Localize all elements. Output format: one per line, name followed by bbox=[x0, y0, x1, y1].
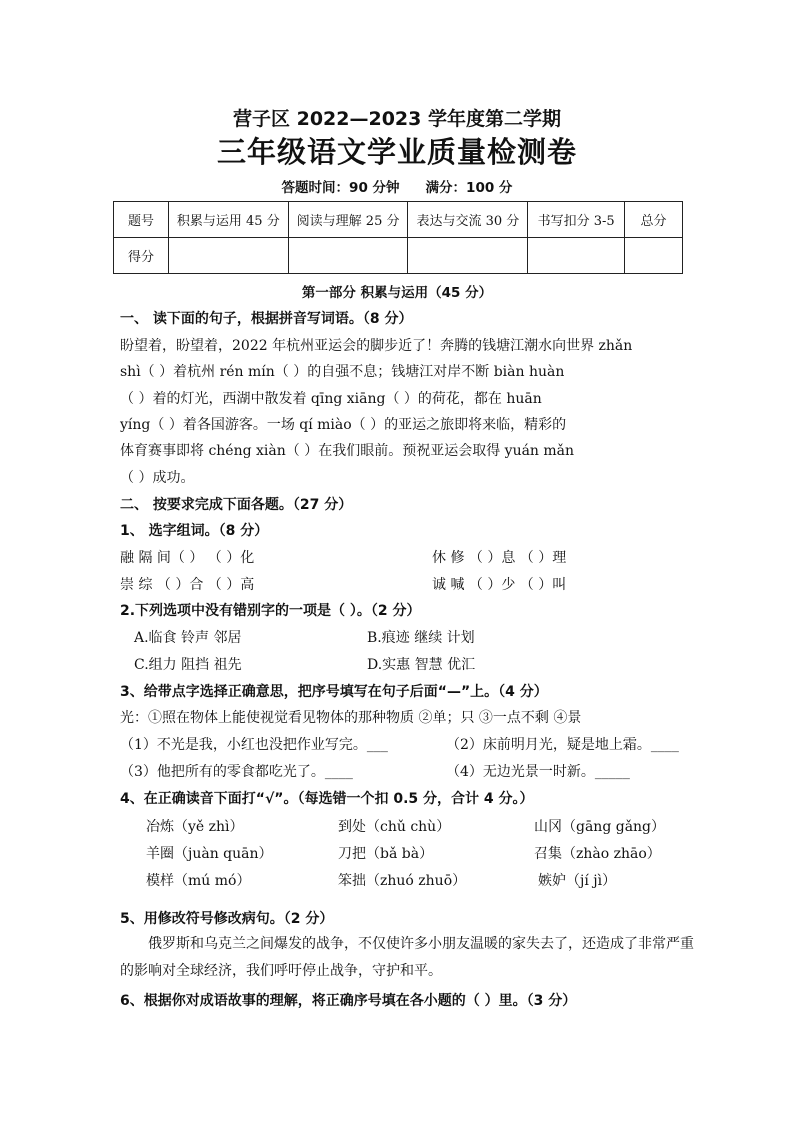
q2-s6-heading: 6、根据你对成语故事的理解，将正确序号填在各小题的（ ）里。（3 分） bbox=[120, 993, 577, 1009]
s1-row-item: 融 隔 间（ ） （ ）化 bbox=[120, 550, 255, 566]
q1-heading: 一、 读下面的句子，根据拼音写词语。（8 分） bbox=[120, 311, 413, 327]
s4-item: 羊圈（juàn quān） bbox=[146, 846, 273, 862]
s1-row-item: 诚 喊 （ ）少 （ ）叫 bbox=[432, 577, 567, 593]
q2-s2-heading: 2.下列选项中没有错别字的一项是（ ）。（2 分） bbox=[120, 603, 421, 619]
s3-item: （1）不光是我，小红也没把作业写完。___ bbox=[120, 737, 388, 753]
score-table-score-row bbox=[114, 238, 683, 274]
header-cell: 题号 bbox=[114, 202, 169, 238]
q2-s3-heading: 3、给带点字选择正确意思，把序号填写在句子后面“—”上。（4 分） bbox=[120, 684, 548, 700]
header-cell: 积累与运用 45 分 bbox=[168, 202, 288, 238]
score-cell[interactable] bbox=[625, 238, 683, 274]
exam-title-line2: 三年级语文学业质量检测卷 bbox=[216, 135, 577, 169]
s2-option: A.临食 铃声 邻居 bbox=[134, 630, 242, 646]
q1-text-line: 体育赛事即将 chéng xiàn（ ）在我们眼前。预祝亚运会取得 yuán mǎn bbox=[120, 443, 575, 459]
q2-s5-heading: 5、用修改符号修改病句。（2 分） bbox=[120, 911, 334, 927]
header-cell: 书写扣分 3-5 bbox=[528, 202, 625, 238]
s2-option: C.组力 阻挡 祖先 bbox=[134, 657, 242, 673]
s4-item: 刀把（bǎ bà） bbox=[338, 846, 434, 862]
q2-s1-heading: 1、 选字组词。（8 分） bbox=[120, 523, 269, 539]
s3-item: （3）他把所有的零食都吃光了。____ bbox=[120, 764, 353, 780]
q1-text-line: 盼望着，盼望着，2022 年杭州亚运会的脚步近了！奔腾的钱塘江潮水向世界 zhǎn bbox=[120, 338, 633, 354]
q1-text-line: shì（ ）着杭州 rén mín（ ）的自强不息；钱塘江对岸不断 biàn huàn bbox=[120, 364, 565, 380]
s4-item: 笨拙（zhuó zhuō） bbox=[338, 873, 467, 889]
s1-row-item: 休 修 （ ）息 （ ）理 bbox=[432, 550, 567, 566]
q2-s4-heading: 4、在正确读音下面打“√”。（每选错一个扣 0.5 分，合计 4 分。） bbox=[120, 791, 534, 807]
score-table-header-row bbox=[114, 202, 683, 238]
score-cell[interactable] bbox=[408, 238, 528, 274]
s4-item: 冶炼（yě zhì） bbox=[146, 819, 244, 835]
row-label: 得分 bbox=[114, 238, 169, 274]
s5-sentence-text: 俄罗斯和乌克兰之间爆发的战争，不仅使许多小朋友温暖的家失去了，还造成了非常严重的影响对全球经济，我们呼吁停止战争，守护和平。 bbox=[120, 936, 694, 979]
part1-heading: 第一部分 积累与运用（45 分） bbox=[301, 285, 493, 301]
score-cell[interactable] bbox=[168, 238, 288, 274]
s1-row-item: 崇 综 （ ）合 （ ）高 bbox=[120, 577, 255, 593]
score-cell[interactable] bbox=[288, 238, 408, 274]
q1-text-line: （ ）成功。 bbox=[120, 470, 195, 486]
exam-title-line1: 营子区 2022—2023 学年度第二学期 bbox=[233, 108, 561, 130]
q1-text-line: （ ）着的灯光，西湖中散发着 qīng xiāng（ ）的荷花，都在 huān bbox=[120, 391, 542, 407]
score-cell[interactable] bbox=[528, 238, 625, 274]
header-cell: 总分 bbox=[625, 202, 683, 238]
q1-text-line: yíng（ ）着各国游客。一场 qí miào（ ）的亚运之旅即将来临，精彩的 bbox=[120, 417, 567, 433]
s2-option: D.实惠 智慧 优汇 bbox=[367, 657, 476, 673]
s4-item: 召集（zhào zhāo） bbox=[534, 846, 661, 862]
s4-item: 嫉妒（jí jì） bbox=[538, 873, 617, 889]
full-score: 满分：100 分 bbox=[425, 180, 513, 196]
exam-subtitle bbox=[0, 176, 794, 196]
q2-heading: 二、 按要求完成下面各题。（27 分） bbox=[120, 497, 353, 513]
s4-item: 到处（chǔ chù） bbox=[338, 819, 451, 835]
s2-option: B.痕迹 继续 计划 bbox=[367, 630, 475, 646]
s3-item: （2）床前明月光，疑是地上霜。____ bbox=[446, 737, 679, 753]
s3-definitions: 光：①照在物体上能使视觉看见物体的那种物质 ②单；只 ③一点不剩 ④景 bbox=[120, 710, 582, 726]
s4-item: 模样（mú mó） bbox=[146, 873, 251, 889]
s3-item: （4）无边光景一时新。_____ bbox=[446, 764, 630, 780]
score-table bbox=[113, 201, 683, 274]
s5-sentence bbox=[120, 931, 700, 984]
s4-item: 山冈（gāng gǎng） bbox=[534, 819, 666, 835]
header-cell: 表达与交流 30 分 bbox=[408, 202, 528, 238]
time-limit: 答题时间：90 分钟 bbox=[281, 180, 400, 196]
header-cell: 阅读与理解 25 分 bbox=[288, 202, 408, 238]
